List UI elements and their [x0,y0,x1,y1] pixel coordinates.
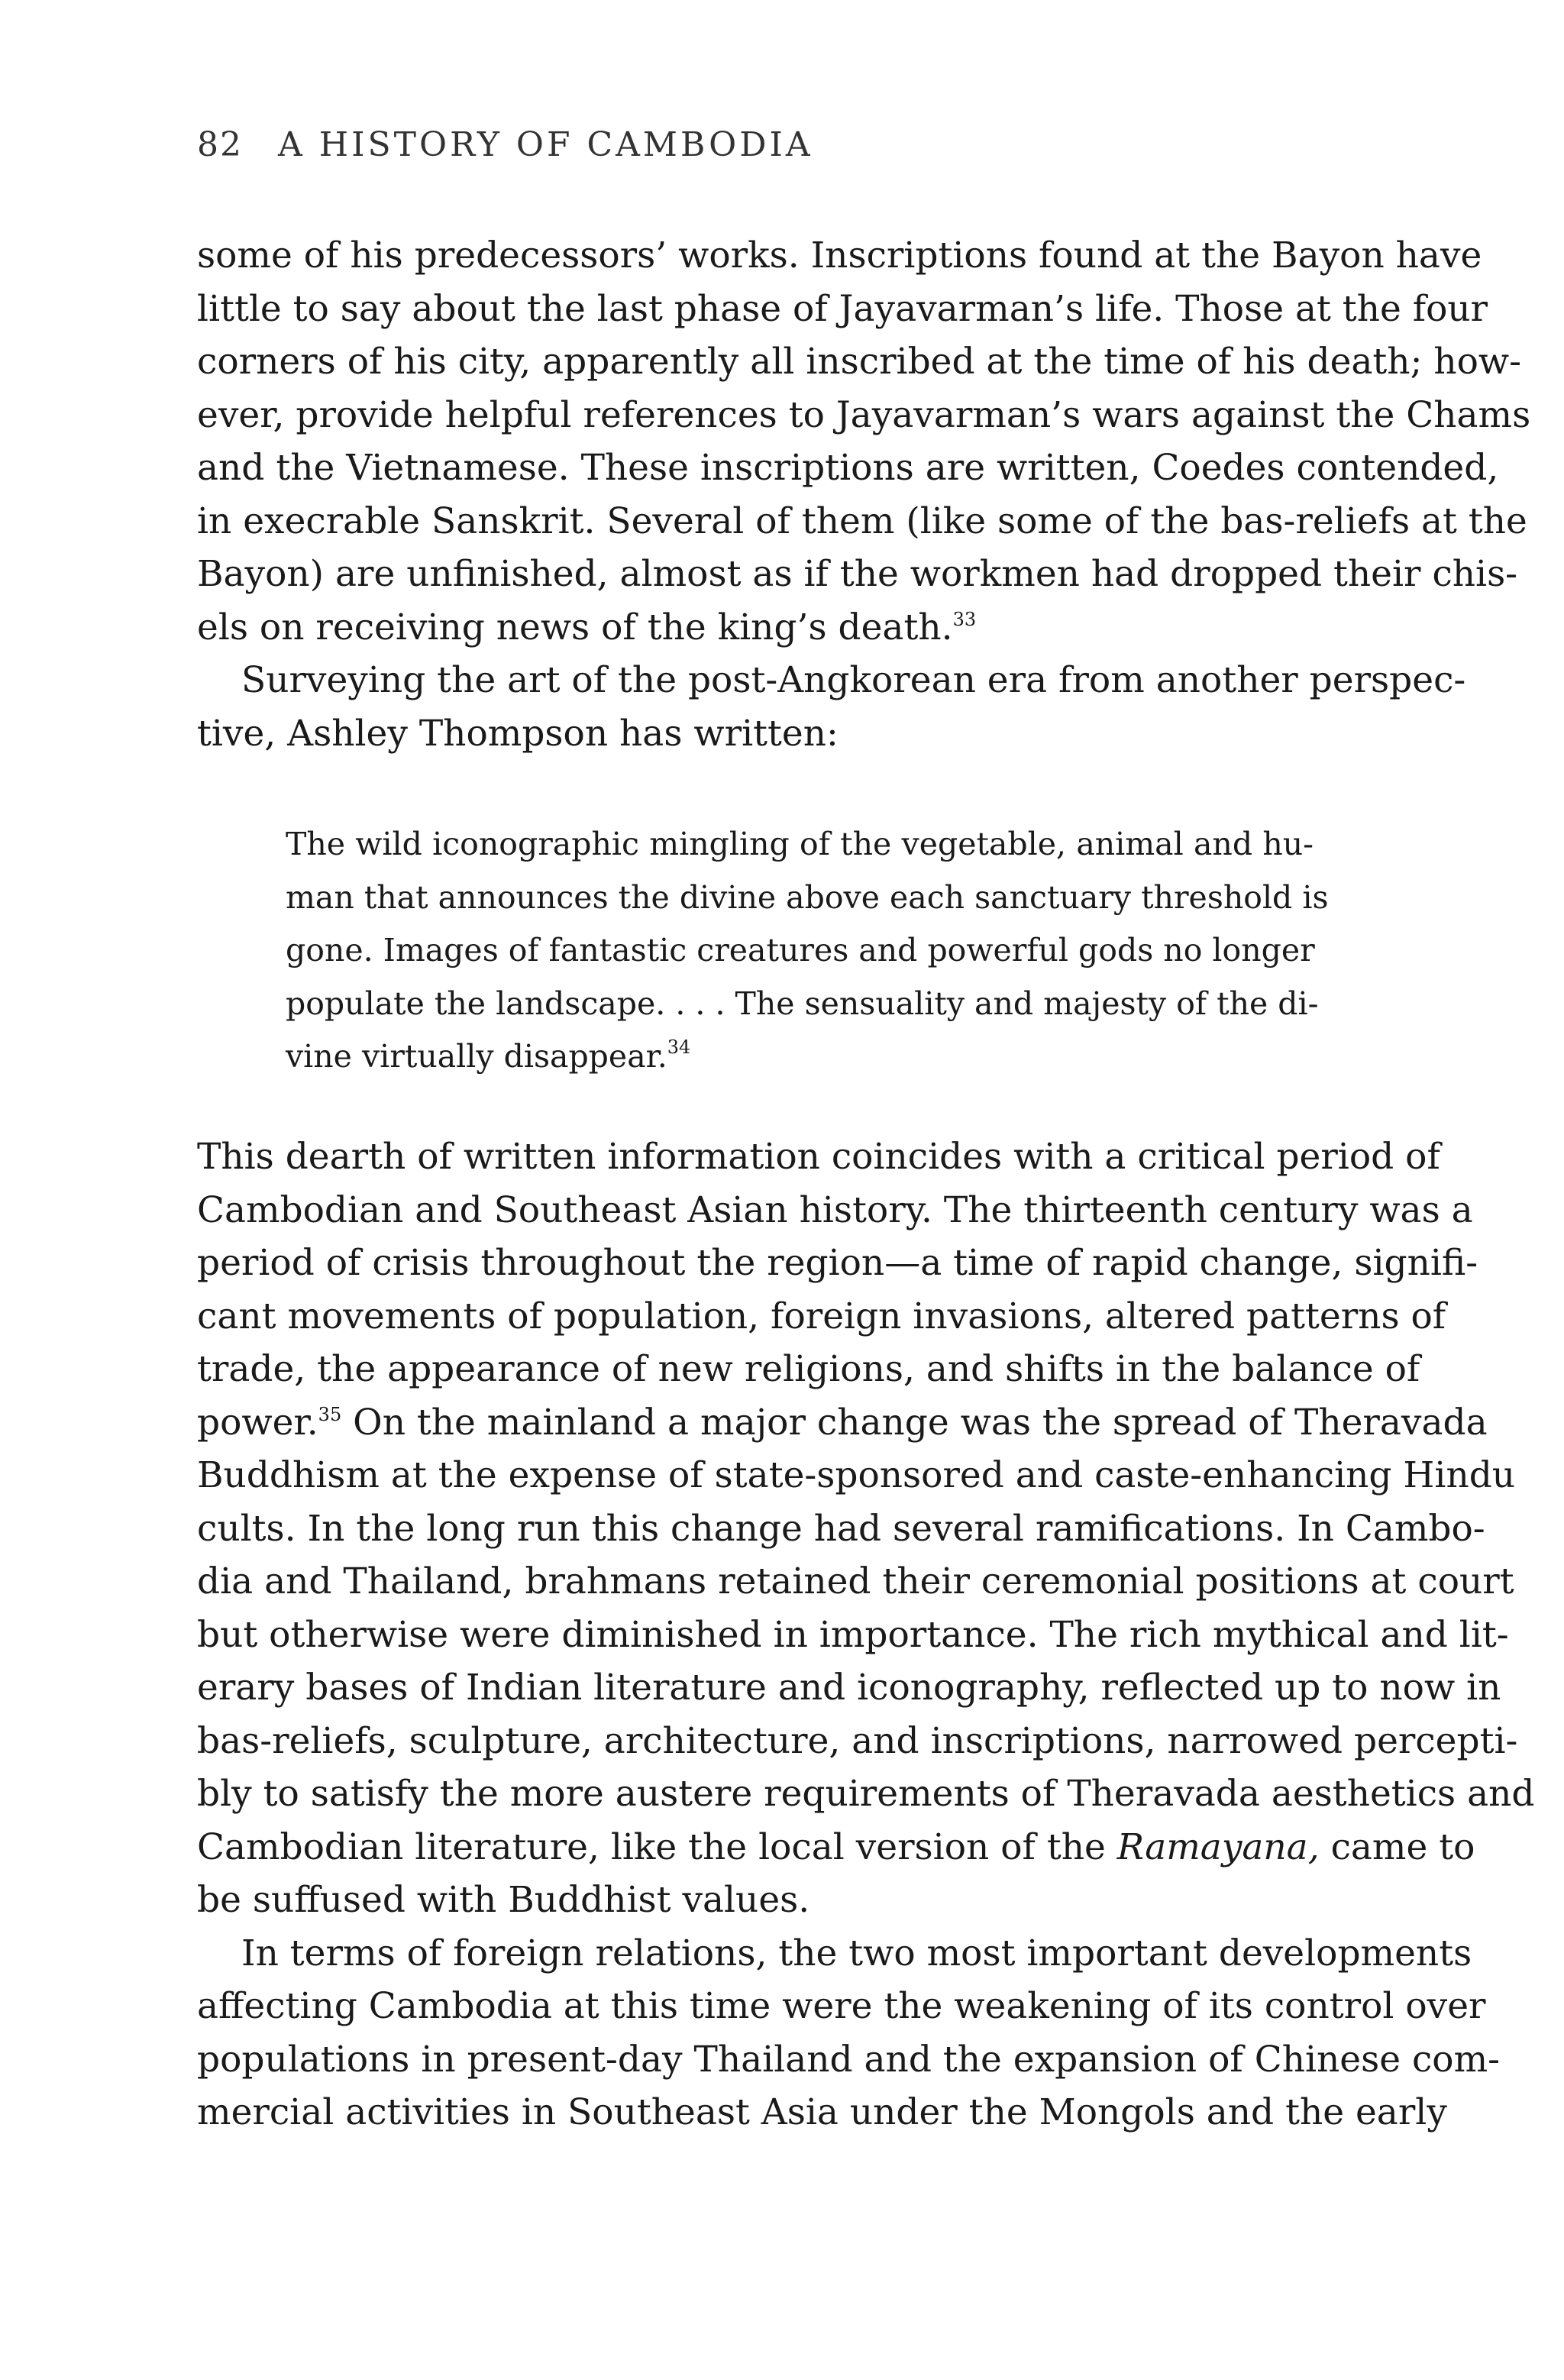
text-line: period of crisis throughout the region—a time of rapid change, signifi- [197,1242,1478,1284]
footnote-ref: 34 [667,1036,691,1058]
text-line: little to say about the last phase of Jayavarman’s life. Those at the four [197,287,1488,330]
text-line-end: came to [1319,1825,1475,1868]
text-line: trade, the appearance of new religions, and shifts in the balance of [197,1348,1420,1390]
footnote-ref: 33 [952,608,977,630]
text-line: tive, Ashley Thompson has written: [197,712,839,755]
text-line [197,601,1404,655]
text-line: some of his predecessors’ works. Inscriptions found at the Bayon have [197,234,1482,276]
text-line: Surveying the art of the post-Angkorean era from another perspec- [241,659,1466,701]
paragraph-thompson-intro [197,654,1466,760]
body-text-upper [197,229,1531,760]
text-line: bas-reliefs, sculpture, architecture, and inscriptions, narrowed percepti- [197,1719,1518,1762]
quote-line-content: vine virtually disappear. [286,1038,667,1075]
text-line: Buddhism at the expense of state-sponsored and caste-enhancing Hindu [197,1454,1516,1496]
quote-line: populate the landscape. . . . The sensuality and majesty of the di- [286,985,1319,1022]
text-line-start: Cambodian literature, like the local version of the [197,1825,1117,1868]
footnote-ref: 35 [318,1403,342,1425]
text-line: erary bases of Indian literature and iconography, reflected up to now in [197,1667,1501,1709]
text-line: Bayon) are unfinished, almost as if the workmen had dropped their chis- [197,553,1518,595]
paragraph-continued [197,229,1531,654]
text-line: corners of his city, apparently all inscribed at the time of his death; how- [197,341,1522,383]
text-line: but otherwise were diminished in importance. The rich mythical and lit- [197,1613,1509,1656]
quote-line [286,1030,1314,1083]
text-line: Cambodian and Southeast Asian history. The thirteenth century was a [197,1188,1473,1231]
text-line-start: power. [197,1401,318,1444]
running-head [197,125,813,164]
text-line: mercial activities in Southeast Asia under the Mongols and the early [197,2091,1447,2133]
text-line-rest: On the mainland a major change was the spread of Theravada [341,1401,1488,1444]
quote-line: gone. Images of fantastic creatures and powerful gods no longer [286,932,1315,968]
text-line: ever, provide helpful references to Jayavarman’s wars against the Chams [197,393,1531,436]
text-line [197,1821,1475,1874]
text-line: cant movements of population, foreign invasions, altered patterns of [197,1295,1446,1337]
text-line: be suffused with Buddhist values. [197,1879,810,1921]
text-line: and the Vietnamese. These inscriptions are written, Coedes contended, [197,447,1499,489]
text-line: dia and Thailand, brahmans retained their ceremonial positions at court [197,1560,1514,1602]
text-line: in execrable Sanskrit. Several of them (like some of the bas-reliefs at the [197,500,1527,542]
paragraph-dearth [197,1130,1535,1927]
block-quote [286,817,1329,1083]
italic-title: Ramayana, [1116,1825,1320,1868]
text-line: This dearth of written information coincides with a critical period of [197,1136,1440,1178]
text-line: bly to satisfy the more austere requirements of Theravada aesthetics and [197,1773,1535,1815]
quote-line: The wild iconographic mingling of the vegetable, animal and hu- [286,826,1314,862]
quote-line: man that announces the divine above each sanctuary threshold is [286,878,1329,916]
text-line: cults. In the long run this change had several ramifications. In Cambo- [197,1507,1485,1550]
text-line [197,1396,1488,1450]
text-line: affecting Cambodia at this time were the weakening of its control over [197,1985,1486,2027]
paragraph-foreign-relations [197,1927,1501,2139]
text-line: populations in present-day Thailand and the expansion of Chinese com- [197,2038,1501,2081]
text-line: In terms of foreign relations, the two most important developments [241,1932,1472,1974]
text-line-content: els on receiving news of the king’s death. [197,606,953,648]
book-title: A HISTORY OF CAMBODIA [278,125,813,164]
body-text-lower [197,1130,1535,2139]
page-number: 82 [197,125,243,164]
